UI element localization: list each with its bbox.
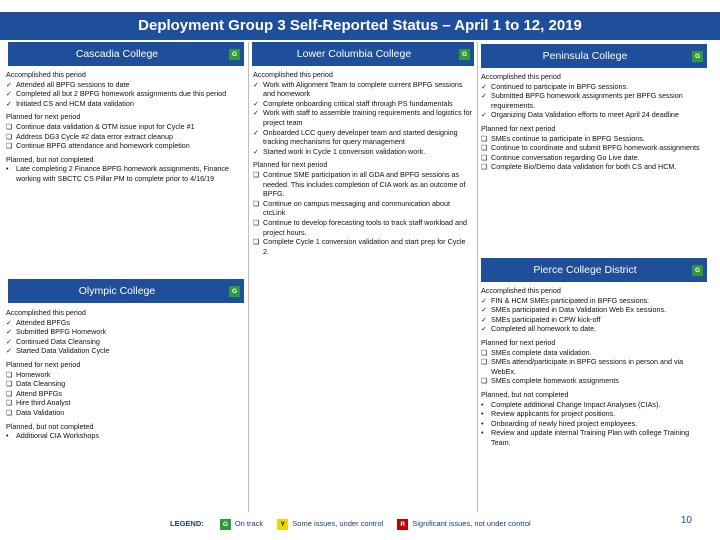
list-item-text: Complete onboarding critical staff through PS fundamentals [263,98,453,108]
list-item [6,132,244,142]
peninsula-status-badge: G [692,51,703,62]
bullet-icon: ❏ [6,388,13,398]
bullet-icon: ✓ [6,317,13,327]
list-item-text: Address DG3 Cycle #2 data error extract cleanup [16,131,174,141]
bullet-icon: ❏ [481,143,488,153]
bullet-icon: • [481,399,484,409]
legend-item-yellow [277,516,383,532]
list-item [6,99,244,109]
lower-columbia-status-badge: G [459,49,470,60]
legend [170,516,543,532]
list-item [253,199,473,218]
item-list [481,82,707,120]
bullet-icon: ❏ [6,131,13,141]
pierce-status-badge: G [692,265,703,276]
list-item-text: Work with staff to assemble training requirements and logistics for project team [263,108,473,127]
list-item [253,99,473,109]
list-item [253,147,473,157]
list-item [6,431,244,441]
section-title: Accomplished this period [253,70,333,79]
list-item-text: Homework [16,369,51,379]
bullet-icon: ❏ [481,357,488,367]
section-title: Planned for next period [481,123,556,133]
item-list [6,80,244,109]
list-item-text: Complete Cycle 1 conversion validation and start prep for Cycle 2. [263,237,466,256]
list-item-text: SMEs complete homework assignments [491,376,619,386]
cascadia-title: Cascadia College [75,48,159,60]
item-list [481,134,707,172]
list-item [253,237,473,256]
item-list [481,400,707,448]
peninsula-panel [481,72,707,172]
bullet-icon: ✓ [6,327,13,337]
bullet-icon: ❏ [6,121,13,131]
section-title: Planned for next period [6,112,81,122]
list-item-text: Continued Data Cleansing [16,336,100,346]
list-item-text: Continue to develop forecasting tools to track staff workload and project hours. [263,217,468,237]
list-item [253,80,473,99]
list-item-text: Review and update internal Training Plan with college Training Team. [491,428,690,447]
list-item-text: Started Data Validation Cycle [16,346,110,356]
red-status-icon: R [397,519,408,530]
column-divider [477,42,478,512]
list-item [6,346,244,356]
bullet-icon: ✓ [253,127,260,137]
list-item-text: Additional CIA Workshops [16,431,99,441]
bullet-icon: ✓ [481,305,488,315]
section-title: Accomplished this period [6,308,86,317]
legend-item-green [220,516,263,532]
section-title: Planned for next period [481,337,556,347]
list-item-text: Complete Bio/Demo data validation for both CS and HCM. [491,162,677,172]
list-item-text: Review applicants for project positions. [491,409,616,419]
bullet-icon: ✓ [481,91,488,101]
item-list [6,431,244,441]
list-item-text: SMEs continue to participate in BPFG Sessions. [491,133,645,143]
bullet-icon: ❏ [6,369,13,379]
list-item [481,162,707,172]
list-item-text: Started work in Cycle 1 conversion validation work. [263,146,426,156]
slide-title: Deployment Group 3 Self-Reported Status – April 1 to 12, 2019 [0,12,720,40]
list-item-text: Submitted BPFG Homework [16,327,107,337]
list-item-text: SMEs complete data validation. [491,347,592,357]
bullet-icon: ❏ [481,152,488,162]
bullet-icon: ❏ [6,379,13,389]
legend-text: Some issues, under control [292,519,384,528]
list-item [481,376,707,386]
pierce-header [481,258,707,282]
list-item-text: Data Validation [16,407,65,417]
list-item-text: Completed all homework to date. [491,324,597,334]
peninsula-header [481,44,707,68]
list-item-text: Continue conversation regarding Go Live date. [491,152,640,162]
column-divider [248,42,249,512]
list-item-text: Data Cleansing [16,379,66,389]
list-item [481,305,707,315]
list-item [481,110,707,120]
list-item [253,128,473,147]
list-item [253,108,473,127]
list-item-text: Continued to participate in BPFG sessions. [491,81,629,91]
section-title: Planned for next period [6,359,81,369]
cascadia-panel [6,70,244,184]
list-item [6,398,244,408]
bullet-icon: ✓ [481,295,488,305]
list-item-text: Attend BPFGs [16,388,62,398]
list-item-text: SMEs participated in CPW kick-off [491,314,601,324]
bullet-icon: • [481,418,484,428]
list-item-text: FIN & HCM SMEs participated in BPFG sessions. [491,295,650,305]
lower-columbia-header [252,42,474,66]
list-item [481,409,707,419]
list-item-text: Attended all BPFG sessions to date [16,79,130,89]
bullet-icon: ❏ [481,347,488,357]
list-item [481,357,707,376]
bullet-icon: ❏ [481,162,488,172]
list-item [481,143,707,153]
bullet-icon: ✓ [481,81,488,91]
olympic-header [8,279,244,303]
bullet-icon: ❏ [6,141,13,151]
section-title: Planned, but not completed [481,389,569,399]
list-item-text: Late completing 2 Finance BPFG homework assignments, Finance working with SBCTC CS Pillar PM to complete prior to 4/16/19 [16,164,229,183]
olympic-status-badge: G [229,286,240,297]
list-item [481,348,707,358]
cascadia-header [8,42,244,66]
list-item-text: Hire third Analyst [16,398,71,408]
legend-text: On track [234,519,264,528]
page-number: 10 [680,515,692,526]
pierce-title: Pierce College District [533,264,637,276]
list-item-text: Continue to coordinate and submit BPFG homework assignments [491,143,700,153]
bullet-icon: ✓ [253,146,260,156]
bullet-icon: • [481,428,484,438]
list-item [6,164,244,183]
item-list [253,80,473,157]
item-list [6,318,244,356]
bullet-icon: ✓ [6,79,13,89]
cascadia-status-badge: G [229,49,240,60]
item-list [481,296,707,334]
bullet-icon: ✓ [6,98,13,108]
lower-columbia-panel [253,70,473,256]
list-item [481,82,707,92]
item-list [6,370,244,418]
bullet-icon: ❏ [253,169,260,179]
list-item-text: SMEs participated in Data Validation Web Ex sessions. [491,305,667,315]
list-item [6,318,244,328]
item-list [6,164,244,183]
bullet-icon: ✓ [481,324,488,334]
bullet-icon: ✓ [253,108,260,118]
list-item [481,428,707,447]
list-item-text: Continue on campus messaging and communication about ctcLink [263,198,450,218]
list-item [481,400,707,410]
list-item-text: Initiated CS and HCM data validation [16,98,134,108]
list-item-text: Onboarding of newly hired project employees. [491,418,638,428]
section-title: Planned, but not completed [6,154,94,164]
pierce-panel [481,286,707,448]
list-item [481,134,707,144]
list-item-text: Completed all but 2 BPFG homework assignments due this period [16,89,227,99]
list-item-text: Continue data validation & OTM issue input for Cycle #1 [16,121,195,131]
list-item [6,141,244,151]
list-item [6,80,244,90]
yellow-status-icon: Y [277,519,288,530]
legend-text: Significant issues, not under control [412,519,531,528]
legend-label: LEGEND: [170,519,204,528]
bullet-icon: ❏ [6,407,13,417]
bullet-icon: • [481,409,484,419]
list-item-text: Onboarded LCC query developer team and started designing tracking mechanisms for query management [263,127,458,147]
list-item [6,408,244,418]
list-item [6,370,244,380]
section-title: Planned for next period [253,160,328,170]
list-item-text: SMEs attend/participate in BPFG sessions in person and via WebEx. [491,357,684,376]
bullet-icon: ✓ [6,89,13,99]
list-item-text: Organizing Data Validation efforts to meet April 24 deadline [491,110,679,120]
bullet-icon: ❏ [6,398,13,408]
list-item-text: Attended BPFGs [16,317,70,327]
list-item-text: Work with Alignment Team to complete current BPFG sessions and homework [263,79,463,99]
bullet-icon: ✓ [481,314,488,324]
list-item [6,89,244,99]
list-item [481,91,707,110]
list-item [253,170,473,199]
section-title: Accomplished this period [6,70,86,79]
list-item [481,296,707,306]
peninsula-title: Peninsula College [542,50,628,62]
list-item-text: Continue BPFG attendance and homework completion [16,141,190,151]
list-item-text: Complete additional Change Impact Analyses (CIAs). [491,399,661,409]
list-item [481,315,707,325]
section-title: Accomplished this period [481,72,561,81]
bullet-icon: ✓ [6,346,13,356]
item-list [6,122,244,151]
bullet-icon: ✓ [253,79,260,89]
bullet-icon: ❏ [253,237,260,247]
list-item [253,218,473,237]
bullet-icon: ✓ [481,110,488,120]
lower-columbia-title: Lower Columbia College [296,48,412,60]
list-item-text: Submitted BPFG homework assignments per BPFG session requirements. [491,91,683,110]
list-item-text: Continue SME participation in all GDA and BPFG sessions as needed. This includes completion of CIA work as an outcome of BPFG. [263,169,466,199]
bullet-icon: • [6,431,9,441]
list-item [6,389,244,399]
list-item [6,337,244,347]
item-list [481,348,707,386]
olympic-panel [6,308,244,441]
list-item [6,379,244,389]
green-status-icon: G [220,519,231,530]
section-title: Accomplished this period [481,286,561,295]
section-title: Planned, but not completed [6,421,94,431]
list-item [481,324,707,334]
bullet-icon: ✓ [6,336,13,346]
list-item [481,153,707,163]
bullet-icon: ❏ [253,217,260,227]
item-list [253,170,473,256]
list-item [6,122,244,132]
legend-item-red [397,516,530,532]
bullet-icon: ❏ [481,376,488,386]
list-item [6,327,244,337]
olympic-title: Olympic College [78,285,156,297]
bullet-icon: • [6,164,9,174]
bullet-icon: ❏ [253,198,260,208]
bullet-icon: ✓ [253,98,260,108]
list-item [481,419,707,429]
bullet-icon: ❏ [481,133,488,143]
